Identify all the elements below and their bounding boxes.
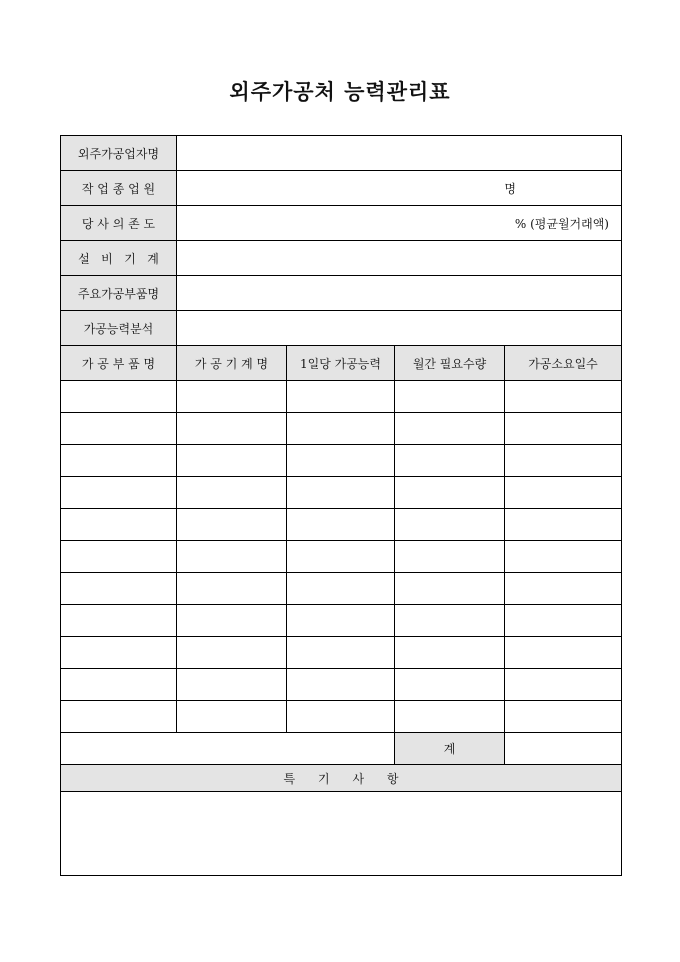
column-header-part-name: 가 공 부 품 명 xyxy=(61,346,177,381)
table-cell[interactable] xyxy=(505,637,622,669)
dependency-label: 당 사 의 존 도 xyxy=(61,206,177,241)
column-header-required-days: 가공소요일수 xyxy=(505,346,622,381)
table-cell[interactable] xyxy=(61,669,177,701)
page-title: 외주가공처 능력관리표 xyxy=(229,79,451,104)
table-cell[interactable] xyxy=(287,605,395,637)
table-cell[interactable] xyxy=(61,509,177,541)
table-cell[interactable] xyxy=(177,541,287,573)
table-cell[interactable] xyxy=(505,445,622,477)
table-cell[interactable] xyxy=(177,477,287,509)
table-cell[interactable] xyxy=(505,413,622,445)
table-row xyxy=(61,413,622,445)
vendor-name-field[interactable] xyxy=(177,136,622,171)
dependency-field[interactable] xyxy=(177,206,622,241)
info-row-equipment xyxy=(61,241,622,276)
table-cell[interactable] xyxy=(177,701,287,733)
table-cell[interactable] xyxy=(177,605,287,637)
total-row xyxy=(61,733,622,765)
table-cell[interactable] xyxy=(395,445,505,477)
table-cell[interactable] xyxy=(177,573,287,605)
table-cell[interactable] xyxy=(287,573,395,605)
table-cell[interactable] xyxy=(61,413,177,445)
capability-analysis-label: 가공능력분석 xyxy=(61,311,177,346)
remarks-field[interactable] xyxy=(61,792,622,876)
table-cell[interactable] xyxy=(287,381,395,413)
table-cell[interactable] xyxy=(395,637,505,669)
info-row-capability-analysis xyxy=(61,311,622,346)
table-cell[interactable] xyxy=(395,669,505,701)
info-row-employees xyxy=(61,171,622,206)
table-cell[interactable] xyxy=(505,701,622,733)
table-cell[interactable] xyxy=(287,637,395,669)
table-cell[interactable] xyxy=(287,413,395,445)
column-header-machine-name: 가 공 기 계 명 xyxy=(177,346,287,381)
table-cell[interactable] xyxy=(61,477,177,509)
table-cell[interactable] xyxy=(395,413,505,445)
table-cell[interactable] xyxy=(177,381,287,413)
table-cell[interactable] xyxy=(287,477,395,509)
table-cell[interactable] xyxy=(395,541,505,573)
info-row-vendor-name xyxy=(61,136,622,171)
table-cell[interactable] xyxy=(61,445,177,477)
table-cell[interactable] xyxy=(177,669,287,701)
table-cell[interactable] xyxy=(177,445,287,477)
table-cell[interactable] xyxy=(61,637,177,669)
table-cell[interactable] xyxy=(505,573,622,605)
table-cell[interactable] xyxy=(287,509,395,541)
table-cell[interactable] xyxy=(287,669,395,701)
table-cell[interactable] xyxy=(505,541,622,573)
table-cell[interactable] xyxy=(177,509,287,541)
table-cell[interactable] xyxy=(505,381,622,413)
table-cell[interactable] xyxy=(61,541,177,573)
table-row xyxy=(61,605,622,637)
main-parts-field[interactable] xyxy=(177,276,622,311)
table-cell[interactable] xyxy=(395,701,505,733)
table-row xyxy=(61,541,622,573)
remarks-header-row xyxy=(61,765,622,792)
table-cell[interactable] xyxy=(505,509,622,541)
table-cell[interactable] xyxy=(61,701,177,733)
total-blank-cell xyxy=(61,733,395,765)
info-row-main-parts xyxy=(61,276,622,311)
total-value-field[interactable] xyxy=(505,733,622,765)
vendor-name-label: 외주가공업자명 xyxy=(61,136,177,171)
table-cell[interactable] xyxy=(287,541,395,573)
table-cell[interactable] xyxy=(505,477,622,509)
remarks-label: 특 기 사 항 xyxy=(61,765,622,792)
total-label: 계 xyxy=(395,733,505,765)
table-row xyxy=(61,445,622,477)
dependency-unit: % (평균월거래액) xyxy=(514,216,609,231)
main-parts-label: 주요가공부품명 xyxy=(61,276,177,311)
table-cell[interactable] xyxy=(505,669,622,701)
table-row xyxy=(61,573,622,605)
table-row xyxy=(61,701,622,733)
table-row xyxy=(61,477,622,509)
table-row xyxy=(61,669,622,701)
remarks-row xyxy=(61,792,622,876)
data-rows xyxy=(61,381,622,733)
table-row xyxy=(61,509,622,541)
table-cell[interactable] xyxy=(61,381,177,413)
equipment-label: 설 비 기 계 xyxy=(61,241,177,276)
table-cell[interactable] xyxy=(287,445,395,477)
capability-analysis-field[interactable] xyxy=(177,311,622,346)
table-cell[interactable] xyxy=(61,605,177,637)
employees-field[interactable] xyxy=(177,171,622,206)
table-cell[interactable] xyxy=(177,413,287,445)
table-row xyxy=(61,381,622,413)
table-cell[interactable] xyxy=(395,605,505,637)
employees-unit: 명 xyxy=(504,181,516,196)
equipment-field[interactable] xyxy=(177,241,622,276)
table-cell[interactable] xyxy=(395,573,505,605)
table-cell[interactable] xyxy=(505,605,622,637)
table-cell[interactable] xyxy=(287,701,395,733)
table-cell[interactable] xyxy=(395,381,505,413)
table-header-row xyxy=(61,346,622,381)
employees-label: 작 업 종 업 원 xyxy=(61,171,177,206)
table-cell[interactable] xyxy=(61,573,177,605)
info-row-dependency xyxy=(61,206,622,241)
capability-sheet xyxy=(60,135,622,876)
column-header-daily-capacity: 1일당 가공능력 xyxy=(287,346,395,381)
column-header-monthly-quantity: 월간 필요수량 xyxy=(395,346,505,381)
table-cell[interactable] xyxy=(395,509,505,541)
table-row xyxy=(61,637,622,669)
table-cell[interactable] xyxy=(395,477,505,509)
table-cell[interactable] xyxy=(177,637,287,669)
